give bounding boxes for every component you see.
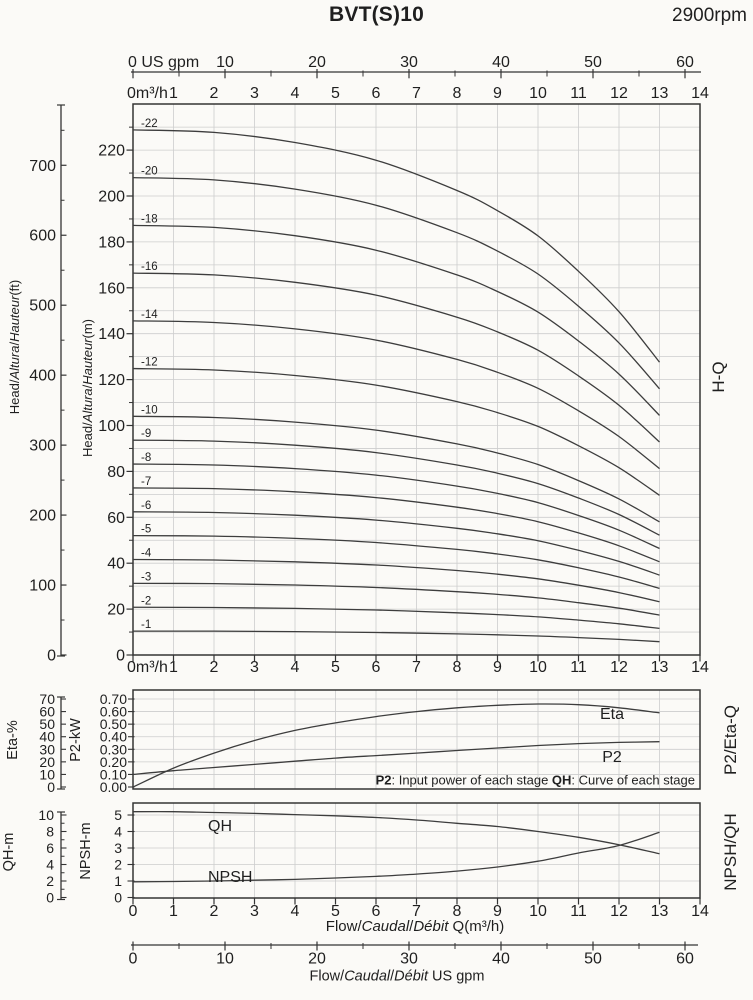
eta-tick-label: 70 — [39, 691, 55, 708]
rpm-label: 2900rpm — [672, 5, 747, 26]
stage-curve-22 — [133, 130, 660, 362]
gpm-tick-label: 50 — [584, 950, 602, 968]
flow-tick-label: 12 — [610, 903, 628, 920]
eta-tick-label: 0 — [47, 779, 55, 795]
m3h-bottom-tick-label: 4 — [290, 659, 300, 676]
qh-tick-label: 0 — [46, 889, 54, 906]
eta-tick-label: 10 — [39, 766, 55, 783]
p2-tick-label: 0.50 — [99, 716, 127, 733]
flow-tick-label: 0 — [128, 903, 138, 920]
head-ft-tick-label: 300 — [29, 437, 56, 455]
stage-curve-10 — [133, 416, 660, 522]
flow-gpm-axis-label: Flow/Caudal/Débit US gpm — [309, 968, 485, 985]
gpm-zero-label: 0 US gpm — [128, 54, 200, 71]
stage-curve-label: -14 — [141, 308, 158, 321]
stage-curve-4 — [133, 560, 660, 602]
gpm-tick-label: 30 — [400, 950, 418, 968]
qh-curve-label: QH — [208, 818, 232, 835]
p2-axis-title: P2-kW — [68, 718, 84, 762]
gpm-tick-label: 40 — [492, 950, 510, 968]
m3h-bottom-tick-label: 12 — [610, 659, 628, 676]
stage-curve-label: -3 — [141, 571, 152, 584]
m3h-bottom-tick-label: 14 — [691, 659, 709, 676]
m3h-bottom-tick-label: 3 — [250, 659, 259, 676]
stage-curve-5 — [133, 536, 660, 589]
p2-curve — [133, 742, 660, 775]
m3h-top-tick-label: 7 — [412, 85, 421, 102]
m3h-top-tick-label: 1 — [169, 85, 178, 102]
stage-curve-label: -6 — [141, 499, 152, 512]
m3h-bottom-tick-label: 13 — [650, 659, 669, 676]
m3h-top-zero-label: 0m³/h — [127, 85, 168, 102]
m3h-top-tick-label: 14 — [691, 85, 709, 102]
stage-curve-label: -12 — [141, 356, 158, 369]
stage-curve-20 — [133, 178, 660, 389]
m3h-top-tick-label: 4 — [290, 85, 300, 102]
gpm-tick-label: 20 — [308, 54, 326, 71]
m3h-top-tick-label: 9 — [493, 85, 502, 102]
m3h-bottom-zero-label: 0m³/h — [127, 659, 168, 676]
qh-tick-label: 8 — [46, 823, 54, 840]
flow-tick-label: 4 — [290, 903, 300, 920]
flow-tick-label: 14 — [691, 903, 709, 920]
m3h-bottom-tick-label: 2 — [209, 659, 219, 676]
stage-curve-label: -7 — [141, 475, 152, 488]
npsh-tick-label: 1 — [114, 873, 122, 889]
head-m-axis-title: Head/Altura/Hauteur(m) — [80, 318, 95, 458]
stage-curve-2 — [133, 607, 660, 628]
m3h-top-tick-label: 11 — [570, 85, 587, 102]
p2-tick-label: 0.70 — [99, 691, 127, 708]
npsh-axis-title: NPSH-m — [78, 822, 94, 880]
flow-tick-label: 11 — [570, 903, 587, 920]
gpm-tick-label: 60 — [676, 54, 694, 71]
m3h-top-tick-label: 12 — [610, 85, 628, 102]
qh-tick-label: 10 — [38, 807, 54, 823]
head-m-tick-label: 100 — [98, 418, 125, 435]
gpm-tick-label: 20 — [308, 950, 326, 968]
stage-curve-1 — [133, 631, 660, 642]
flow-tick-label: 5 — [331, 903, 340, 920]
gpm-tick-label: 10 — [216, 950, 234, 968]
gpm-tick-label: 10 — [216, 54, 234, 71]
eta-tick-label: 50 — [39, 716, 55, 733]
qh-tick-label: 4 — [46, 856, 54, 873]
gpm-tick-label: 0 — [128, 950, 138, 968]
m3h-bottom-tick-label: 5 — [331, 659, 340, 676]
npsh-tick-label: 3 — [114, 840, 122, 856]
npsh-qh-right-label: NPSH/QH — [721, 813, 740, 891]
p2-tick-label: 0.20 — [99, 753, 127, 770]
flow-tick-label: 7 — [412, 903, 421, 920]
head-m-tick-label: 200 — [98, 188, 125, 206]
m3h-bottom-tick-label: 6 — [371, 659, 381, 676]
stage-curve-label: -4 — [141, 547, 152, 560]
npsh-tick-label: 2 — [114, 856, 122, 873]
qh-tick-label: 6 — [46, 840, 54, 856]
stage-curve-label: -8 — [141, 452, 152, 465]
hq-right-label: H-Q — [709, 361, 728, 393]
stage-curve-12 — [133, 369, 660, 496]
stage-curve-label: -9 — [141, 428, 152, 441]
head-m-tick-label: 120 — [98, 372, 125, 390]
head-m-tick-label: 20 — [107, 601, 125, 619]
stage-curve-label: -10 — [141, 404, 158, 417]
head-m-tick-label: 180 — [98, 234, 125, 252]
head-m-tick-label: 60 — [107, 509, 125, 527]
m3h-top-tick-label: 6 — [371, 85, 381, 102]
npsh-tick-label: 5 — [114, 807, 122, 823]
m3h-top-tick-label: 2 — [209, 85, 219, 102]
m3h-top-tick-label: 3 — [250, 85, 259, 102]
m3h-bottom-tick-label: 11 — [570, 659, 587, 676]
stage-curve-16 — [133, 273, 660, 442]
gpm-tick-label: 60 — [676, 950, 694, 968]
m3h-bottom-tick-label: 8 — [452, 659, 462, 676]
head-ft-tick-label: 700 — [29, 157, 56, 175]
m3h-bottom-tick-label: 7 — [412, 659, 421, 676]
head-m-tick-label: 40 — [107, 555, 125, 573]
flow-tick-label: 3 — [250, 903, 259, 920]
gpm-tick-label: 40 — [492, 54, 510, 71]
stage-curve-label: -20 — [141, 165, 158, 178]
qh-tick-label: 2 — [46, 873, 54, 889]
flow-tick-label: 13 — [650, 903, 669, 920]
head-ft-tick-label: 400 — [29, 367, 56, 385]
flow-tick-label: 1 — [169, 903, 178, 920]
page-title: BVT(S)10 — [329, 3, 424, 26]
qh-axis-title: QH-m — [1, 832, 17, 872]
npsh-tick-label: 0 — [114, 889, 122, 906]
head-ft-tick-label: 200 — [29, 507, 56, 525]
flow-m3h-axis-label: Flow/Caudal/Débit Q(m³/h) — [325, 918, 505, 935]
m3h-top-tick-label: 10 — [529, 85, 547, 102]
stage-curve-label: -22 — [141, 117, 158, 130]
npsh-curve-label: NPSH — [208, 869, 253, 886]
stage-curve-label: -16 — [141, 261, 158, 274]
m3h-bottom-tick-label: 10 — [529, 659, 547, 676]
p2-tick-label: 0.00 — [99, 779, 127, 795]
p2-tick-label: 0.30 — [99, 741, 127, 758]
stage-curve-18 — [133, 225, 660, 415]
eta-curve-label: Eta — [599, 706, 625, 723]
flow-tick-label: 2 — [209, 903, 219, 920]
head-ft-axis-title: Head/Altura/Hauteur(ft) — [7, 279, 22, 415]
flow-tick-label: 9 — [493, 903, 502, 920]
gpm-tick-label: 30 — [400, 54, 418, 71]
m3h-top-tick-label: 5 — [331, 85, 340, 102]
stage-curve-label: -1 — [141, 619, 152, 632]
eta-p2-right-label: P2/Eta-Q — [721, 705, 740, 775]
p2-tick-label: 0.10 — [99, 766, 127, 783]
eta-tick-label: 40 — [39, 728, 55, 745]
eta-tick-label: 30 — [39, 741, 55, 758]
m3h-bottom-tick-label: 9 — [493, 659, 502, 676]
head-m-tick-label: 0 — [116, 647, 125, 665]
p2-curve-label: P2 — [602, 749, 622, 766]
head-m-tick-label: 160 — [98, 280, 125, 298]
flow-tick-label: 6 — [371, 903, 381, 920]
stage-curve-label: -2 — [141, 595, 152, 608]
gpm-tick-label: 50 — [584, 54, 602, 71]
stage-curve-label: -18 — [141, 213, 158, 226]
p2-tick-label: 0.40 — [99, 728, 127, 745]
head-ft-tick-label: 600 — [29, 227, 56, 245]
head-ft-tick-label: 0 — [47, 647, 56, 665]
m3h-bottom-tick-label: 1 — [169, 659, 178, 676]
head-m-tick-label: 80 — [107, 463, 125, 481]
eta-axis-title: Eta-% — [5, 720, 21, 760]
head-m-tick-label: 140 — [98, 326, 125, 344]
stage-curve-label: -5 — [141, 523, 152, 536]
head-m-tick-label: 220 — [98, 142, 125, 160]
eta-tick-label: 20 — [39, 753, 55, 770]
eta-tick-label: 60 — [39, 703, 55, 720]
flow-tick-label: 8 — [452, 903, 462, 920]
stage-curve-9 — [133, 440, 660, 535]
flow-tick-label: 10 — [529, 903, 547, 920]
head-ft-tick-label: 500 — [29, 297, 56, 315]
m3h-top-tick-label: 8 — [452, 85, 462, 102]
stage-note: P2: Input power of each stage QH: Curve of each stage — [375, 772, 695, 788]
npsh-tick-label: 4 — [114, 823, 122, 840]
m3h-top-tick-label: 13 — [650, 85, 669, 102]
p2-tick-label: 0.60 — [99, 703, 127, 720]
head-ft-tick-label: 100 — [29, 577, 56, 595]
